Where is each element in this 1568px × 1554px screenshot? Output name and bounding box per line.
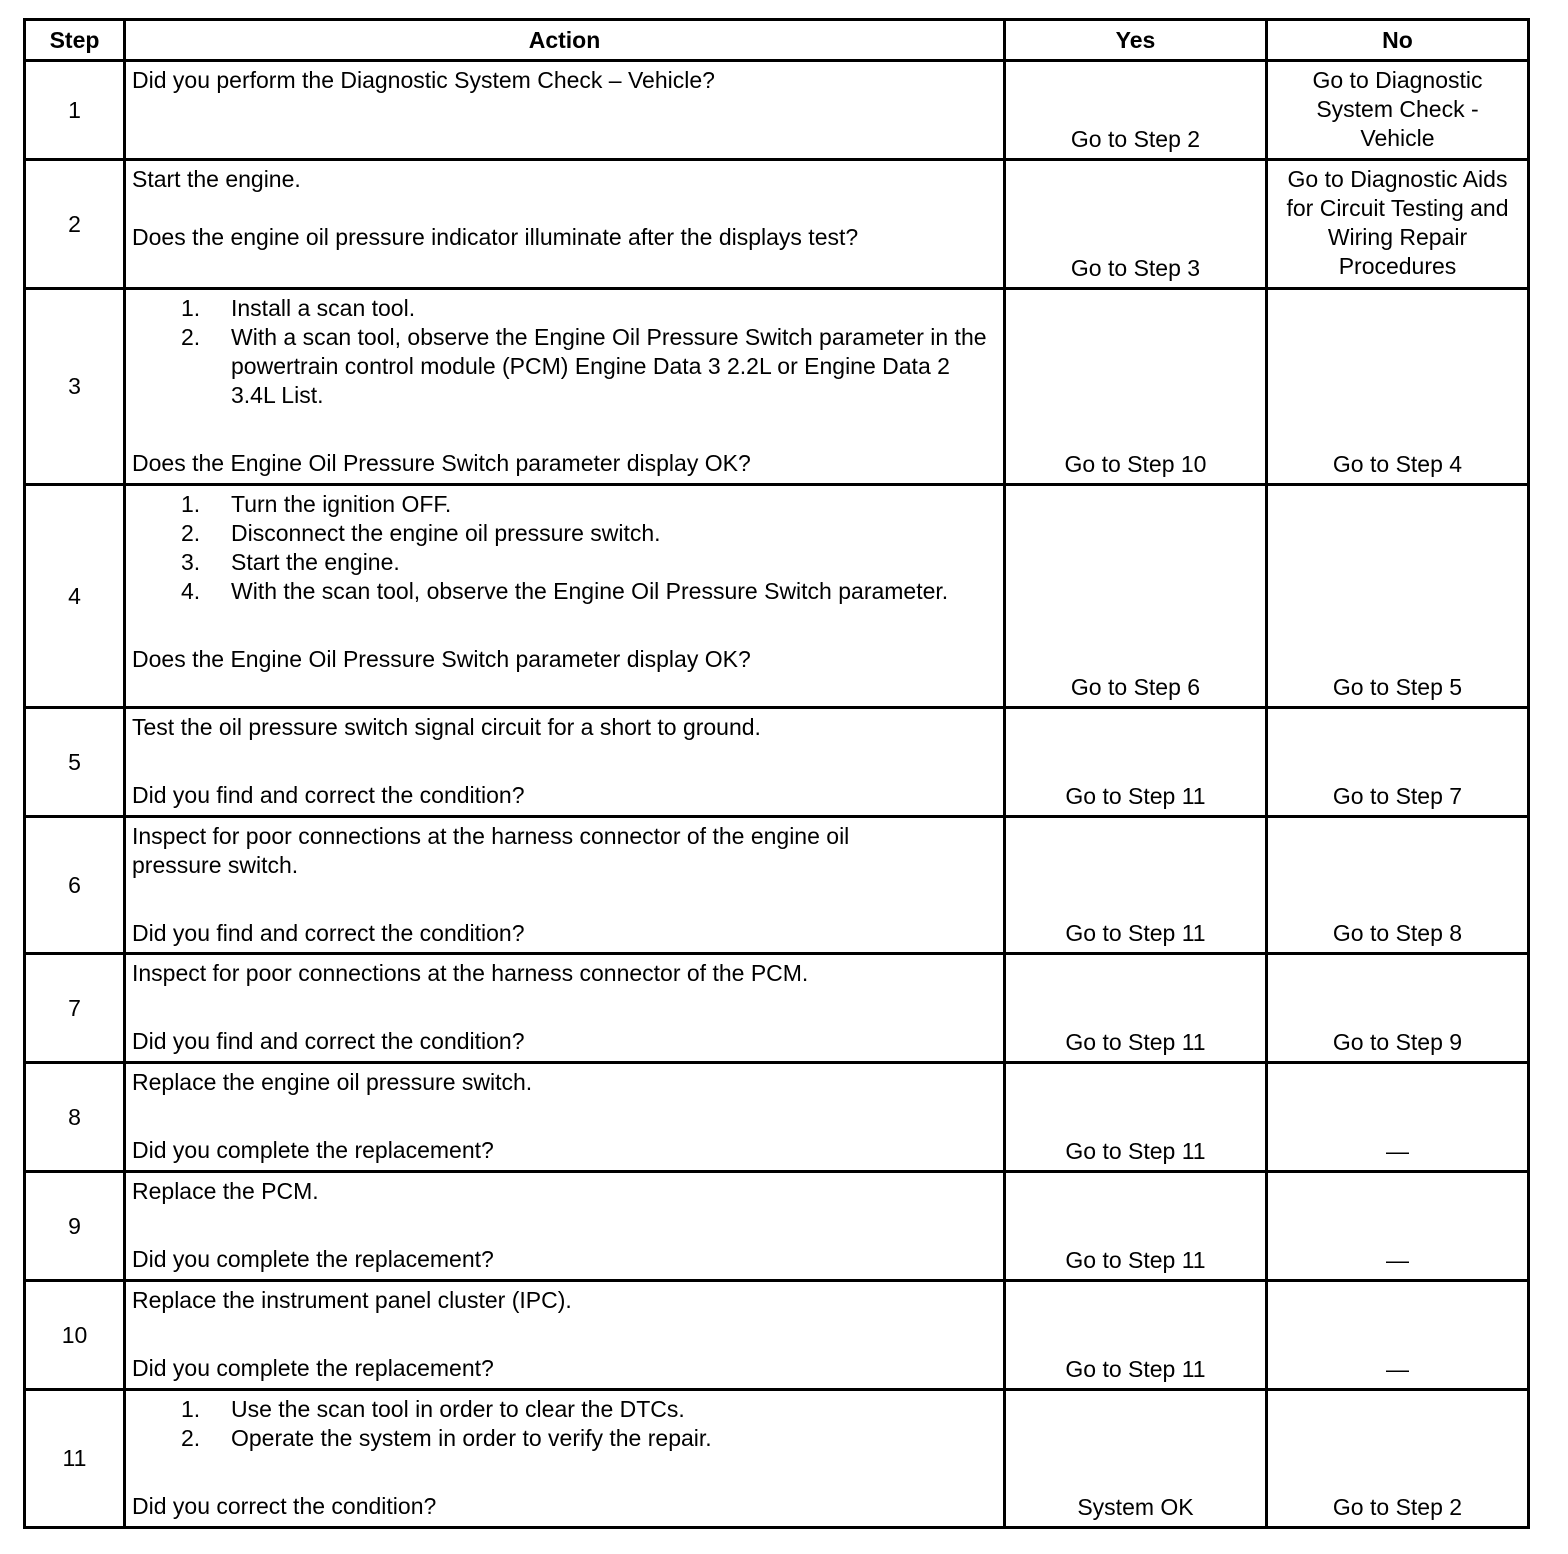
substep-item (132, 548, 997, 577)
table-row (25, 1063, 1529, 1172)
step-number: 5 (25, 708, 125, 817)
action-text: Replace the instrument panel cluster (IPC). (132, 1287, 572, 1313)
action-cell (125, 1063, 1005, 1172)
action-text: Inspect for poor connections at the harness connector of the PCM. (132, 960, 809, 986)
table-row (25, 954, 1529, 1063)
step-number: 4 (25, 485, 125, 708)
substep-item (132, 490, 997, 519)
step-number: 10 (25, 1281, 125, 1390)
yes-cell: Go to Step 11 (1005, 708, 1267, 817)
table-row (25, 289, 1529, 485)
action-question: Does the engine oil pressure indicator illuminate after the displays test? (132, 224, 859, 250)
header-action: Action (125, 20, 1005, 61)
yes-cell: Go to Step 11 (1005, 1063, 1267, 1172)
substep-list (132, 490, 997, 606)
substep-item (132, 323, 997, 410)
action-question: Does the Engine Oil Pressure Switch parameter display OK? (132, 450, 751, 476)
no-cell: Go to Step 2 (1267, 1390, 1529, 1528)
action-cell (125, 1281, 1005, 1390)
no-line: System Check - (1316, 96, 1479, 122)
action-question: Did you complete the replacement? (132, 1355, 494, 1381)
substep-item (132, 294, 997, 323)
no-line: Go to Diagnostic (1312, 67, 1483, 93)
no-cell (1267, 160, 1529, 289)
substep-text: Use the scan tool in order to clear the DTCs. (231, 1396, 685, 1422)
header-step: Step (25, 20, 125, 61)
action-text: Replace the PCM. (132, 1178, 319, 1204)
no-cell: — (1267, 1281, 1529, 1390)
no-line: Procedures (1338, 253, 1457, 279)
substep-number: 2. (181, 520, 201, 546)
step-number: 2 (25, 160, 125, 289)
action-question: Did you find and correct the condition? (132, 1028, 525, 1054)
no-cell: Go to Step 4 (1267, 289, 1529, 485)
step-number: 9 (25, 1172, 125, 1281)
no-cell: Go to Step 5 (1267, 485, 1529, 708)
no-cell: — (1267, 1172, 1529, 1281)
no-cell (1267, 61, 1529, 160)
diagnostic-table (23, 18, 1530, 1529)
no-cell: Go to Step 9 (1267, 954, 1529, 1063)
header-row (25, 20, 1529, 61)
table-row (25, 485, 1529, 708)
substep-text: Install a scan tool. (231, 295, 416, 321)
substep-number: 2. (181, 1425, 201, 1451)
yes-cell: Go to Step 11 (1005, 954, 1267, 1063)
action-cell (125, 1172, 1005, 1281)
yes-cell: Go to Step 6 (1005, 485, 1267, 708)
table-row (25, 1172, 1529, 1281)
no-line: Go to Diagnostic Aids (1287, 166, 1508, 192)
action-question: Does the Engine Oil Pressure Switch parameter display OK? (132, 646, 751, 672)
action-text: Replace the engine oil pressure switch. (132, 1069, 533, 1095)
substep-number: 2. (181, 324, 201, 350)
yes-cell: Go to Step 2 (1005, 61, 1267, 160)
no-cell: Go to Step 8 (1267, 817, 1529, 954)
substep-text: Turn the ignition OFF. (231, 491, 452, 517)
action-cell (125, 289, 1005, 485)
action-cell (125, 954, 1005, 1063)
header-no: No (1267, 20, 1529, 61)
header-yes: Yes (1005, 20, 1267, 61)
no-line: for Circuit Testing and (1286, 195, 1509, 221)
table-row (25, 61, 1529, 160)
step-number: 8 (25, 1063, 125, 1172)
action-text: Did you perform the Diagnostic System Check – Vehicle? (132, 67, 715, 93)
substep-number: 1. (181, 295, 201, 321)
substep-text: With a scan tool, observe the Engine Oil Pressure Switch parameter in the powertrain control module (PCM) Engine Data 3 2.2L or Engine Data 2 3.4L List. (231, 324, 987, 408)
substep-text: Start the engine. (231, 549, 400, 575)
step-number: 1 (25, 61, 125, 160)
table-row (25, 1281, 1529, 1390)
yes-cell: Go to Step 10 (1005, 289, 1267, 485)
action-text: Start the engine. (132, 166, 301, 192)
step-number: 11 (25, 1390, 125, 1528)
step-number: 6 (25, 817, 125, 954)
table-row (25, 160, 1529, 289)
table-row (25, 708, 1529, 817)
substep-item (132, 577, 997, 606)
yes-cell: Go to Step 11 (1005, 1172, 1267, 1281)
no-line: Vehicle (1360, 125, 1435, 151)
yes-cell: Go to Step 3 (1005, 160, 1267, 289)
action-question: Did you find and correct the condition? (132, 920, 525, 946)
action-cell (125, 61, 1005, 160)
substep-item (132, 1395, 997, 1424)
substep-text: Operate the system in order to verify the repair. (231, 1425, 712, 1451)
substep-list (132, 294, 997, 410)
action-text: Test the oil pressure switch signal circuit for a short to ground. (132, 714, 761, 740)
substep-number: 3. (181, 549, 201, 575)
substep-item (132, 519, 997, 548)
step-number: 3 (25, 289, 125, 485)
table-row (25, 817, 1529, 954)
substep-list (132, 1395, 997, 1453)
yes-cell: Go to Step 11 (1005, 817, 1267, 954)
no-cell: Go to Step 7 (1267, 708, 1529, 817)
yes-cell: Go to Step 11 (1005, 1281, 1267, 1390)
action-cell (125, 1390, 1005, 1528)
action-cell (125, 160, 1005, 289)
action-question: Did you complete the replacement? (132, 1137, 494, 1163)
substep-item (132, 1424, 997, 1453)
substep-number: 4. (181, 578, 201, 604)
substep-text: With the scan tool, observe the Engine Oil Pressure Switch parameter. (231, 578, 949, 604)
substep-number: 1. (181, 1396, 201, 1422)
no-line: Wiring Repair (1327, 224, 1468, 250)
action-cell (125, 708, 1005, 817)
table-row (25, 1390, 1529, 1528)
action-question: Did you correct the condition? (132, 1493, 437, 1519)
action-question: Did you find and correct the condition? (132, 782, 525, 808)
no-cell: — (1267, 1063, 1529, 1172)
yes-cell: System OK (1005, 1390, 1267, 1528)
action-question: Did you complete the replacement? (132, 1246, 494, 1272)
step-number: 7 (25, 954, 125, 1063)
substep-text: Disconnect the engine oil pressure switch. (231, 520, 661, 546)
action-cell (125, 817, 1005, 954)
action-text: Inspect for poor connections at the harness connector of the engine oil pressure switch. (132, 823, 850, 878)
substep-number: 1. (181, 491, 201, 517)
action-cell (125, 485, 1005, 708)
